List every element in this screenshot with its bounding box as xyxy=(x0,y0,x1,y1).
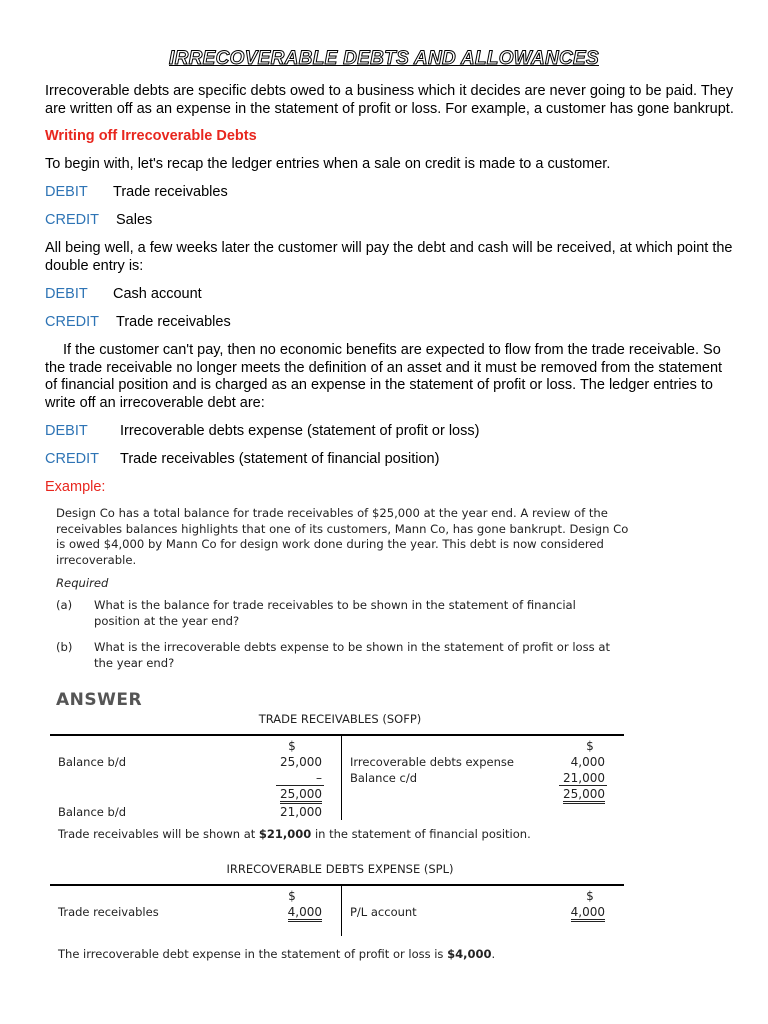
table1-left-currency: $ xyxy=(288,739,296,753)
table2-caption: IRRECOVERABLE DEBTS EXPENSE (SPL) xyxy=(226,862,454,876)
question-b-label: (b) xyxy=(56,640,73,654)
table1-left-label-1: Balance b/d xyxy=(58,755,126,769)
spl-note xyxy=(58,946,658,962)
table2-right-currency: $ xyxy=(586,889,594,903)
entry1-credit-account: Sales xyxy=(116,212,153,228)
entry1-debit-keyword: DEBIT xyxy=(45,184,88,200)
example-text: Design Co has a total balance for trade receivables of $25,000 at the year end. A review of the receivables balances highlights that one of its customers, Mann Co, has gone bankrupt. Design Co is owed $4,000 by Mann Co for design work done during the year. This debt is now considered irrecoverable. xyxy=(56,506,629,567)
sofp-note-amount: $21,000 xyxy=(258,827,312,841)
spl-note-amount: $4,000 xyxy=(447,947,492,961)
table1-center-divider xyxy=(341,736,342,820)
sofp-note-post: in the statement of financial position. xyxy=(311,827,531,841)
page-title: IRRECOVERABLE DEBTS AND ALLOWANCES xyxy=(169,48,599,69)
table1-right-value-2: 21,000 xyxy=(563,771,605,785)
table1-left-total-value: 25,000 xyxy=(280,787,322,804)
entry3-debit-account: Irrecoverable debts expense (statement of profit or loss) xyxy=(120,423,480,439)
table1-right-total xyxy=(545,786,605,802)
required-label: Required xyxy=(56,576,109,590)
entry2-debit-keyword: DEBIT xyxy=(45,286,88,302)
table1-right-total-value: 25,000 xyxy=(563,787,605,804)
entry2-credit-account: Trade receivables xyxy=(116,314,231,330)
sofp-note-pre: Trade receivables will be shown at xyxy=(58,827,259,841)
table1-left-label-2: Balance b/d xyxy=(58,805,126,819)
table1-right-value-1: 4,000 xyxy=(570,755,605,769)
example-label: Example: xyxy=(45,479,106,495)
entry1-credit-keyword: CREDIT xyxy=(45,212,99,228)
question-a: What is the balance for trade receivables to be shown in the statement of financial position at the year end? xyxy=(94,598,576,628)
table1-right-label-2: Balance c/d xyxy=(350,771,418,785)
table1-caption: TRADE RECEIVABLES (SOFP) xyxy=(258,712,422,726)
table1-left-value-1: 25,000 xyxy=(280,755,322,769)
table2-right-label: P/L account xyxy=(350,905,417,919)
spl-note-pre: The irrecoverable debt expense in the statement of profit or loss is xyxy=(58,947,448,961)
table2-left-currency: $ xyxy=(288,889,296,903)
table1-left-dash: – xyxy=(316,771,322,785)
table1-top-rule xyxy=(50,734,624,736)
table2-top-rule xyxy=(50,884,624,886)
sofp-note xyxy=(58,826,658,842)
entry1-debit-account: Trade receivables xyxy=(113,184,228,200)
table2-center-divider xyxy=(341,886,342,936)
paragraph-2: All being well, a few weeks later the customer will pay the debt and cash will be received, at which point the double entry is: xyxy=(45,240,733,274)
question-b: What is the irrecoverable debts expense to be shown in the statement of profit or loss at the year end? xyxy=(94,640,611,670)
entry2-credit-keyword: CREDIT xyxy=(45,314,99,330)
table2-right-value-cell xyxy=(545,904,605,920)
entry3-credit-keyword: CREDIT xyxy=(45,451,99,467)
entry3-debit-keyword: DEBIT xyxy=(45,423,88,439)
recap-paragraph: To begin with, let's recap the ledger entries when a sale on credit is made to a customer. xyxy=(45,156,611,172)
table2-left-value-cell xyxy=(262,904,322,920)
entry2-debit-account: Cash account xyxy=(113,286,202,302)
table2-left-label: Trade receivables xyxy=(58,905,159,919)
table1-left-total xyxy=(262,786,322,802)
spl-note-post: . xyxy=(491,947,496,961)
answer-heading: ANSWER xyxy=(56,690,143,710)
table1-right-label-1: Irrecoverable debts expense xyxy=(350,755,514,769)
intro-paragraph: Irrecoverable debts are specific debts owed to a business which it decides are never going to be paid. They are written off as an expense in the statement of profit or loss. For example, a customer has gone bankrupt. xyxy=(45,83,734,117)
paragraph-3: If the customer can't pay, then no economic benefits are expected to flow from the trade receivable. So the trade receivable no longer meets the definition of an asset and it must be removed from the statement of financial position and is charged as an expense in the statement of profit or loss. The ledger entries to write off an irrecoverable debt are: xyxy=(45,342,723,411)
table1-right-currency: $ xyxy=(586,739,594,753)
entry3-credit-account: Trade receivables (statement of financial position) xyxy=(120,451,440,467)
section-heading: Writing off Irrecoverable Debts xyxy=(45,128,257,144)
table1-left-value-2: 21,000 xyxy=(280,805,322,819)
question-a-label: (a) xyxy=(56,598,73,612)
table2-left-value: 4,000 xyxy=(288,905,322,922)
table2-right-value: 4,000 xyxy=(571,905,605,922)
